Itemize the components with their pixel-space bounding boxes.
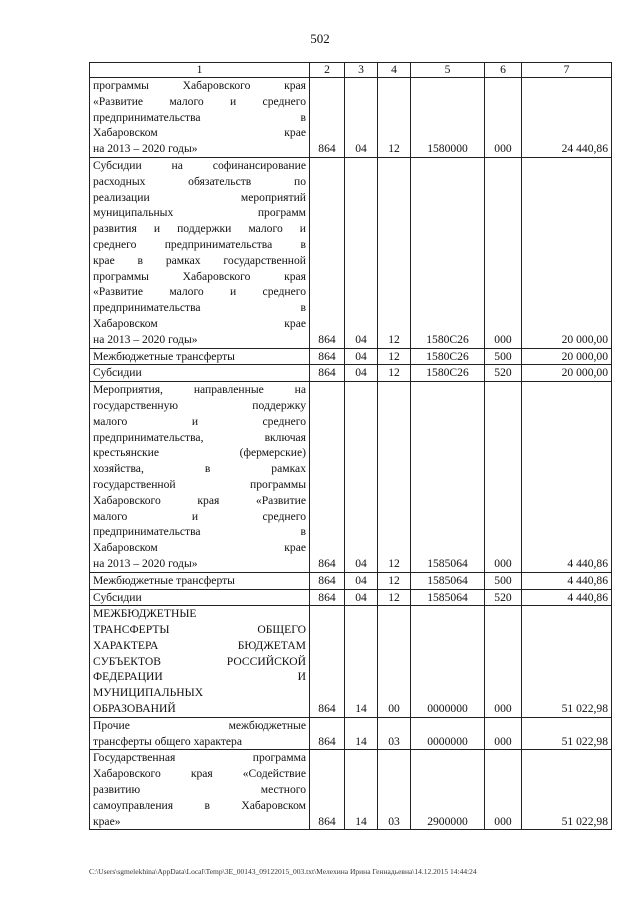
- item-name-cell: [90, 157, 310, 348]
- table-row: [90, 382, 612, 573]
- amount-cell: 20 000,00: [522, 365, 612, 382]
- ministry-code-cell: 864: [310, 157, 345, 348]
- column-header: 6: [485, 63, 522, 78]
- ministry-code-cell: 864: [310, 382, 345, 573]
- item-name-line: развития и поддержки малого и: [93, 222, 306, 236]
- section-code-cell: 04: [345, 365, 378, 382]
- amount-cell: 51 022,98: [522, 717, 612, 750]
- ministry-code-cell: 864: [310, 717, 345, 750]
- subsection-code-cell: 00: [378, 606, 411, 718]
- item-name-cell: [90, 382, 310, 573]
- section-code-cell: 04: [345, 382, 378, 573]
- item-name-line: расходных обязательств по: [93, 174, 306, 188]
- item-name-last-line: на 2013 – 2020 годы»: [93, 142, 198, 156]
- item-name-line: реализации мероприятий: [93, 190, 306, 204]
- target-article-cell: 1585064: [411, 572, 485, 589]
- item-name-cell: [90, 348, 310, 365]
- item-name-line: «Развитие малого и среднего: [93, 94, 306, 108]
- item-name-line: среднего предпринимательства в: [93, 237, 306, 251]
- subsection-code-cell: 12: [378, 589, 411, 606]
- item-name-line: государственную поддержку: [93, 398, 306, 412]
- amount-cell: 51 022,98: [522, 750, 612, 830]
- subsection-code-cell: 12: [378, 157, 411, 348]
- item-name-line: Хабаровском крае: [93, 126, 306, 140]
- target-article-cell: 1580000: [411, 78, 485, 158]
- expense-type-cell: 000: [485, 157, 522, 348]
- budget-table: [89, 62, 612, 830]
- item-name-line: Хабаровского края «Развитие: [93, 493, 306, 507]
- item-name-last-line: Субсидии: [93, 590, 142, 604]
- expense-type-cell: 000: [485, 606, 522, 718]
- item-name-line: предпринимательства, включая: [93, 430, 306, 444]
- table-row: [90, 78, 612, 158]
- item-name-last-line: крае»: [93, 814, 121, 828]
- ministry-code-cell: 864: [310, 572, 345, 589]
- amount-cell: 24 440,86: [522, 78, 612, 158]
- item-name-line: муниципальных программ: [93, 206, 306, 220]
- item-name-line: Хабаровском крае: [93, 541, 306, 555]
- item-name-line: предпринимательства в: [93, 110, 306, 124]
- item-name-cell: [90, 589, 310, 606]
- item-name-line: предпринимательства в: [93, 301, 306, 315]
- section-code-cell: 04: [345, 589, 378, 606]
- item-name-last-line: на 2013 – 2020 годы»: [93, 332, 198, 346]
- item-name-line: МЕЖБЮДЖЕТНЫЕ: [93, 607, 197, 621]
- subsection-code-cell: 03: [378, 750, 411, 830]
- item-name-line: Государственная программа: [93, 751, 306, 765]
- target-article-cell: 1585064: [411, 589, 485, 606]
- header-row: [90, 63, 612, 78]
- item-name-cell: [90, 750, 310, 830]
- item-name-line: крае в рамках государственной: [93, 253, 306, 267]
- item-name-line: Хабаровском крае: [93, 316, 306, 330]
- item-name-cell: [90, 365, 310, 382]
- ministry-code-cell: 864: [310, 78, 345, 158]
- item-name-line: крестьянские (фермерские): [93, 446, 306, 460]
- column-header: 3: [345, 63, 378, 78]
- item-name-last-line: Межбюджетные трансферты: [93, 573, 235, 587]
- amount-cell: 4 440,86: [522, 589, 612, 606]
- subsection-code-cell: 12: [378, 348, 411, 365]
- table-row: [90, 348, 612, 365]
- expense-type-cell: 000: [485, 717, 522, 750]
- subsection-code-cell: 12: [378, 572, 411, 589]
- table-row: [90, 750, 612, 830]
- item-name-line: предпринимательства в: [93, 525, 306, 539]
- item-name-line: государственной программы: [93, 477, 306, 491]
- amount-cell: 20 000,00: [522, 348, 612, 365]
- file-path-footer: C:\Users\sgmelekhina\AppData\Local\Temp\3E_00143_09122015_003.txt\Мелехина Ирина Геннадьевна\14.12.2015 14:44:24: [89, 867, 477, 876]
- ministry-code-cell: 864: [310, 606, 345, 718]
- ministry-code-cell: 864: [310, 589, 345, 606]
- table-row: [90, 589, 612, 606]
- section-code-cell: 14: [345, 717, 378, 750]
- item-name-line: самоуправления в Хабаровском: [93, 798, 306, 812]
- item-name-line: ТРАНСФЕРТЫ ОБЩЕГО: [93, 623, 306, 637]
- table-row: [90, 365, 612, 382]
- amount-cell: 20 000,00: [522, 157, 612, 348]
- column-header: 5: [411, 63, 485, 78]
- expense-type-cell: 520: [485, 589, 522, 606]
- item-name-last-line: ОБРАЗОВАНИЙ: [93, 702, 176, 716]
- section-code-cell: 04: [345, 157, 378, 348]
- item-name-line: хозяйства, в рамках: [93, 462, 306, 476]
- item-name-last-line: трансферты общего характера: [93, 734, 242, 748]
- subsection-code-cell: 03: [378, 717, 411, 750]
- item-name-line: программы Хабаровского края: [93, 269, 306, 283]
- item-name-line: Хабаровского края «Содействие: [93, 767, 306, 781]
- subsection-code-cell: 12: [378, 382, 411, 573]
- table-row: [90, 157, 612, 348]
- ministry-code-cell: 864: [310, 348, 345, 365]
- amount-cell: 4 440,86: [522, 382, 612, 573]
- target-article-cell: 0000000: [411, 717, 485, 750]
- subsection-code-cell: 12: [378, 365, 411, 382]
- item-name-line: развитию местного: [93, 783, 306, 797]
- target-article-cell: 1580С26: [411, 348, 485, 365]
- table-row: [90, 606, 612, 718]
- target-article-cell: 1580С26: [411, 157, 485, 348]
- item-name-line: программы Хабаровского края: [93, 79, 306, 92]
- target-article-cell: 0000000: [411, 606, 485, 718]
- item-name-last-line: Субсидии: [93, 366, 142, 380]
- expense-type-cell: 500: [485, 348, 522, 365]
- column-header: 7: [522, 63, 612, 78]
- item-name-last-line: на 2013 – 2020 годы»: [93, 556, 198, 570]
- amount-cell: 51 022,98: [522, 606, 612, 718]
- item-name-line: «Развитие малого и среднего: [93, 285, 306, 299]
- item-name-line: малого и среднего: [93, 509, 306, 523]
- page-number: 502: [310, 31, 330, 46]
- section-code-cell: 04: [345, 78, 378, 158]
- section-code-cell: 04: [345, 348, 378, 365]
- expense-type-cell: 520: [485, 365, 522, 382]
- amount-cell: 4 440,86: [522, 572, 612, 589]
- section-code-cell: 14: [345, 606, 378, 718]
- column-header: 4: [378, 63, 411, 78]
- expense-type-cell: 500: [485, 572, 522, 589]
- item-name-line: СУБЪЕКТОВ РОССИЙСКОЙ: [93, 654, 306, 668]
- expense-type-cell: 000: [485, 750, 522, 830]
- target-article-cell: 1585064: [411, 382, 485, 573]
- column-header: 2: [310, 63, 345, 78]
- ministry-code-cell: 864: [310, 365, 345, 382]
- item-name-cell: [90, 606, 310, 718]
- item-name-line: малого и среднего: [93, 414, 306, 428]
- item-name-line: ХАРАКТЕРА БЮДЖЕТАМ: [93, 638, 306, 652]
- expense-type-cell: 000: [485, 78, 522, 158]
- item-name-line: Мероприятия, направленные на: [93, 383, 306, 397]
- section-code-cell: 14: [345, 750, 378, 830]
- table-row: [90, 717, 612, 750]
- ministry-code-cell: 864: [310, 750, 345, 830]
- item-name-cell: [90, 717, 310, 750]
- item-name-line: ФЕДЕРАЦИИ И: [93, 670, 306, 684]
- target-article-cell: 1580С26: [411, 365, 485, 382]
- subsection-code-cell: 12: [378, 78, 411, 158]
- target-article-cell: 2900000: [411, 750, 485, 830]
- item-name-cell: [90, 78, 310, 158]
- section-code-cell: 04: [345, 572, 378, 589]
- item-name-cell: [90, 572, 310, 589]
- table-row: [90, 572, 612, 589]
- item-name-line: Субсидии на софинансирование: [93, 158, 306, 172]
- item-name-line: Прочие межбюджетные: [93, 718, 306, 732]
- expense-type-cell: 000: [485, 382, 522, 573]
- item-name-last-line: Межбюджетные трансферты: [93, 349, 235, 363]
- column-header: 1: [90, 63, 310, 78]
- item-name-line: МУНИЦИПАЛЬНЫХ: [93, 686, 204, 700]
